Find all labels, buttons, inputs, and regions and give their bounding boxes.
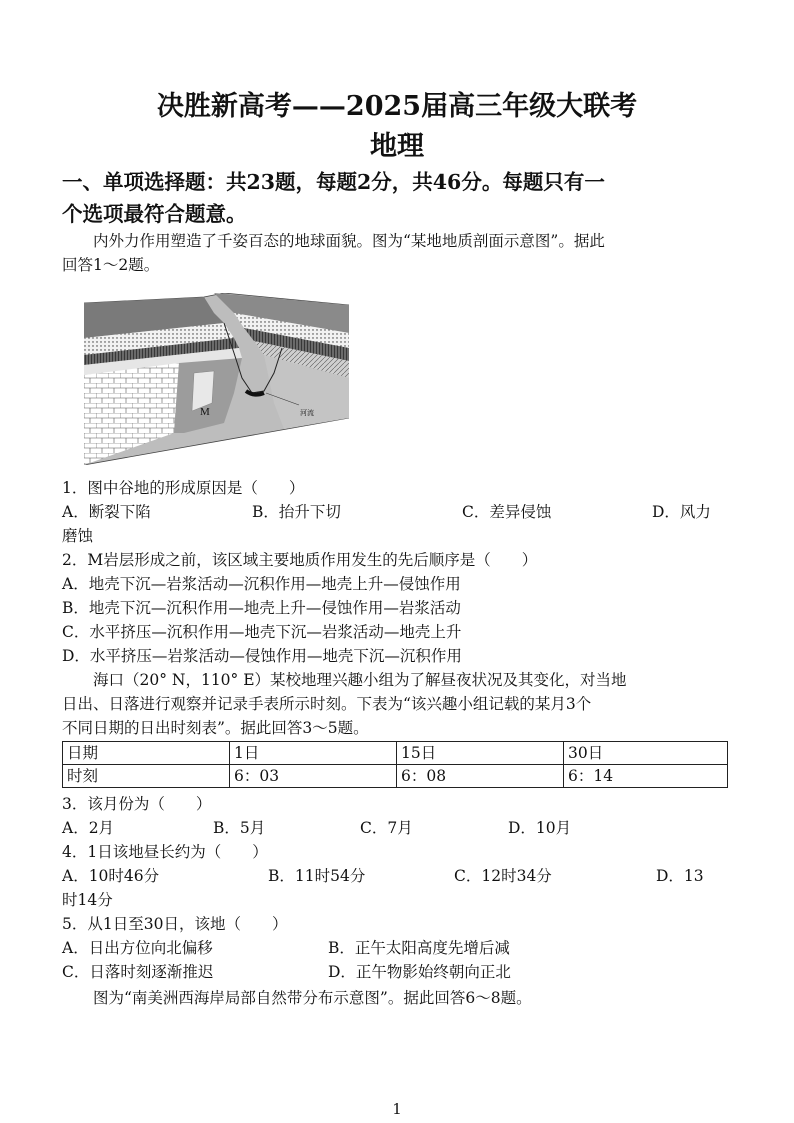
- section-heading: [62, 166, 742, 230]
- section-heading-line2: 个选项最符合题意。: [62, 202, 247, 226]
- q2-option-a: A．地壳下沉—岩浆活动—沉积作用—地壳上升—侵蚀作用: [62, 575, 461, 593]
- q1-option-d-cont: 磨蚀: [62, 527, 94, 545]
- table-cell: 6：03: [230, 765, 397, 788]
- table-cell: 6：08: [397, 765, 564, 788]
- intro2-line3: 不同日期的日出时刻表”。据此回答3～5题。: [62, 719, 369, 737]
- intro2-line2: 日出、日落进行观察并记录手表所示时刻。下表为“该兴趣小组记载的某月3个: [62, 695, 592, 713]
- intro3-line1: 图为“南美洲西海岸局部自然带分布示意图”。据此回答6～8题。: [93, 989, 532, 1007]
- intro1-line2: 回答1～2题。: [62, 256, 160, 274]
- label-m: M: [200, 406, 210, 418]
- q3-option-a: A．2月: [62, 819, 115, 837]
- q5-stem: 5．从1日至30日，该地（ ）: [62, 915, 288, 933]
- q3-option-b: B．5月: [213, 819, 266, 837]
- q1-option-d: D．风力: [652, 503, 711, 521]
- table-row: [63, 765, 728, 788]
- q3-option-d: D．10月: [508, 819, 572, 837]
- q1-stem: 1．图中谷地的形成原因是（ ）: [62, 479, 305, 497]
- q2-option-c: C．水平挤压—沉积作用—地壳下沉—岩浆活动—地壳上升: [62, 623, 462, 641]
- q4-option-b: B．11时54分: [268, 867, 366, 885]
- table-cell: 6：14: [564, 765, 728, 788]
- q4-stem: 4．1日该地昼长约为（ ）: [62, 843, 268, 861]
- q2-stem: 2．M岩层形成之前，该区域主要地质作用发生的先后顺序是（ ）: [62, 551, 538, 569]
- q5-option-b: B．正午太阳高度先增后减: [328, 939, 510, 957]
- q3-stem: 3．该月份为（ ）: [62, 795, 212, 813]
- q5-option-c: C．日落时刻逐渐推迟: [62, 963, 214, 981]
- q4-option-c: C．12时34分: [454, 867, 552, 885]
- table-cell: 1日: [230, 742, 397, 765]
- table-cell: 日期: [63, 742, 230, 765]
- q4-option-d-cont: 时14分: [62, 891, 113, 909]
- q2-option-d: D．水平挤压—岩浆活动—侵蚀作用—地壳下沉—沉积作用: [62, 647, 462, 665]
- intro1-line1: 内外力作用塑造了千姿百态的地球面貌。图为“某地地质剖面示意图”。据此: [93, 232, 605, 250]
- table-cell: 30日: [564, 742, 728, 765]
- q1-option-a: A．断裂下陷: [62, 503, 151, 521]
- intro2-line1: 海口（20° N，110° E）某校地理兴趣小组为了解昼夜状况及其变化，对当地: [93, 671, 627, 689]
- exam-title: 决胜新高考——2025届高三年级大联考: [156, 91, 638, 122]
- q1-option-b: B．抬升下切: [252, 503, 341, 521]
- q1-option-c: C．差异侵蚀: [462, 503, 552, 521]
- geologic-section-figure: [84, 293, 349, 465]
- q4-option-d: D．13: [656, 867, 704, 885]
- q3-option-c: C．7月: [360, 819, 413, 837]
- q5-option-d: D．正午物影始终朝向正北: [328, 963, 511, 981]
- table-cell: 15日: [397, 742, 564, 765]
- section-heading-line1: 一、单项选择题：共23题，每题2分，共46分。每题只有一: [62, 170, 605, 194]
- page-number: 1: [392, 1100, 402, 1118]
- q5-option-a: A．日出方位向北偏移: [62, 939, 213, 957]
- label-river: 河流: [300, 409, 314, 417]
- q4-option-a: A．10时46分: [62, 867, 160, 885]
- subject-title: 地理: [370, 131, 424, 162]
- table-header-row: [63, 742, 728, 765]
- table-cell: 时刻: [63, 765, 230, 788]
- sunrise-table: [62, 741, 728, 788]
- q2-option-b: B．地壳下沉—沉积作用—地壳上升—侵蚀作用—岩浆活动: [62, 599, 461, 617]
